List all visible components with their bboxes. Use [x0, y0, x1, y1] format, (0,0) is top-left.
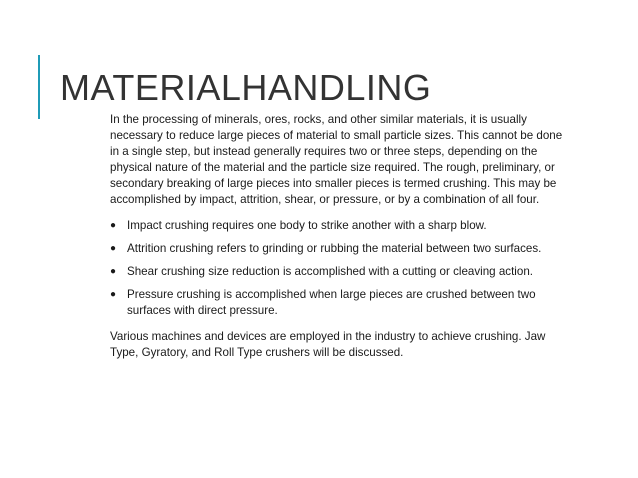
bullet-list [110, 218, 565, 326]
bullet-dot-icon: ● [110, 266, 117, 277]
slide-title: MATERIALHANDLING [60, 67, 432, 108]
bullet-text: Shear crushing size reduction is accomplished with a cutting or cleaving action. [127, 265, 533, 278]
title-accent-bar [38, 55, 40, 119]
bullet-item-impact [110, 218, 565, 234]
closing-paragraph: Various machines and devices are employed in the industry to achieve crushing. Jaw Type, Gyratory, and Roll Type crushers will be discussed. [110, 330, 546, 359]
bullet-text: Pressure crushing is accomplished when large pieces are crushed between two surfaces with direct pressure. [127, 288, 536, 317]
bullet-text: Attrition crushing refers to grinding or rubbing the material between two surfaces. [127, 242, 542, 255]
bullet-text: Impact crushing requires one body to strike another with a sharp blow. [127, 219, 487, 232]
bullet-dot-icon: ● [110, 243, 117, 254]
content-text-image [100, 106, 570, 360]
bullet-dot-icon: ● [110, 289, 117, 300]
bullet-item-attrition [110, 241, 565, 257]
intro-paragraph: In the processing of minerals, ores, rocks, and other similar materials, it is usually necessary to reduce large pieces of material to small particle sizes. This cannot be done in a single step, but instead generally requires two or three steps, depending on the physical nature of the material and the particle size required. The rough, preliminary, or secondary breaking of large pieces into smaller pieces is termed crushing. This may be accomplished by impact, attrition, shear, or pressure, or by a combination of all four. [110, 113, 563, 206]
bullet-item-pressure [110, 287, 565, 319]
bullet-item-shear [110, 264, 565, 280]
bullet-dot-icon: ● [110, 220, 117, 231]
